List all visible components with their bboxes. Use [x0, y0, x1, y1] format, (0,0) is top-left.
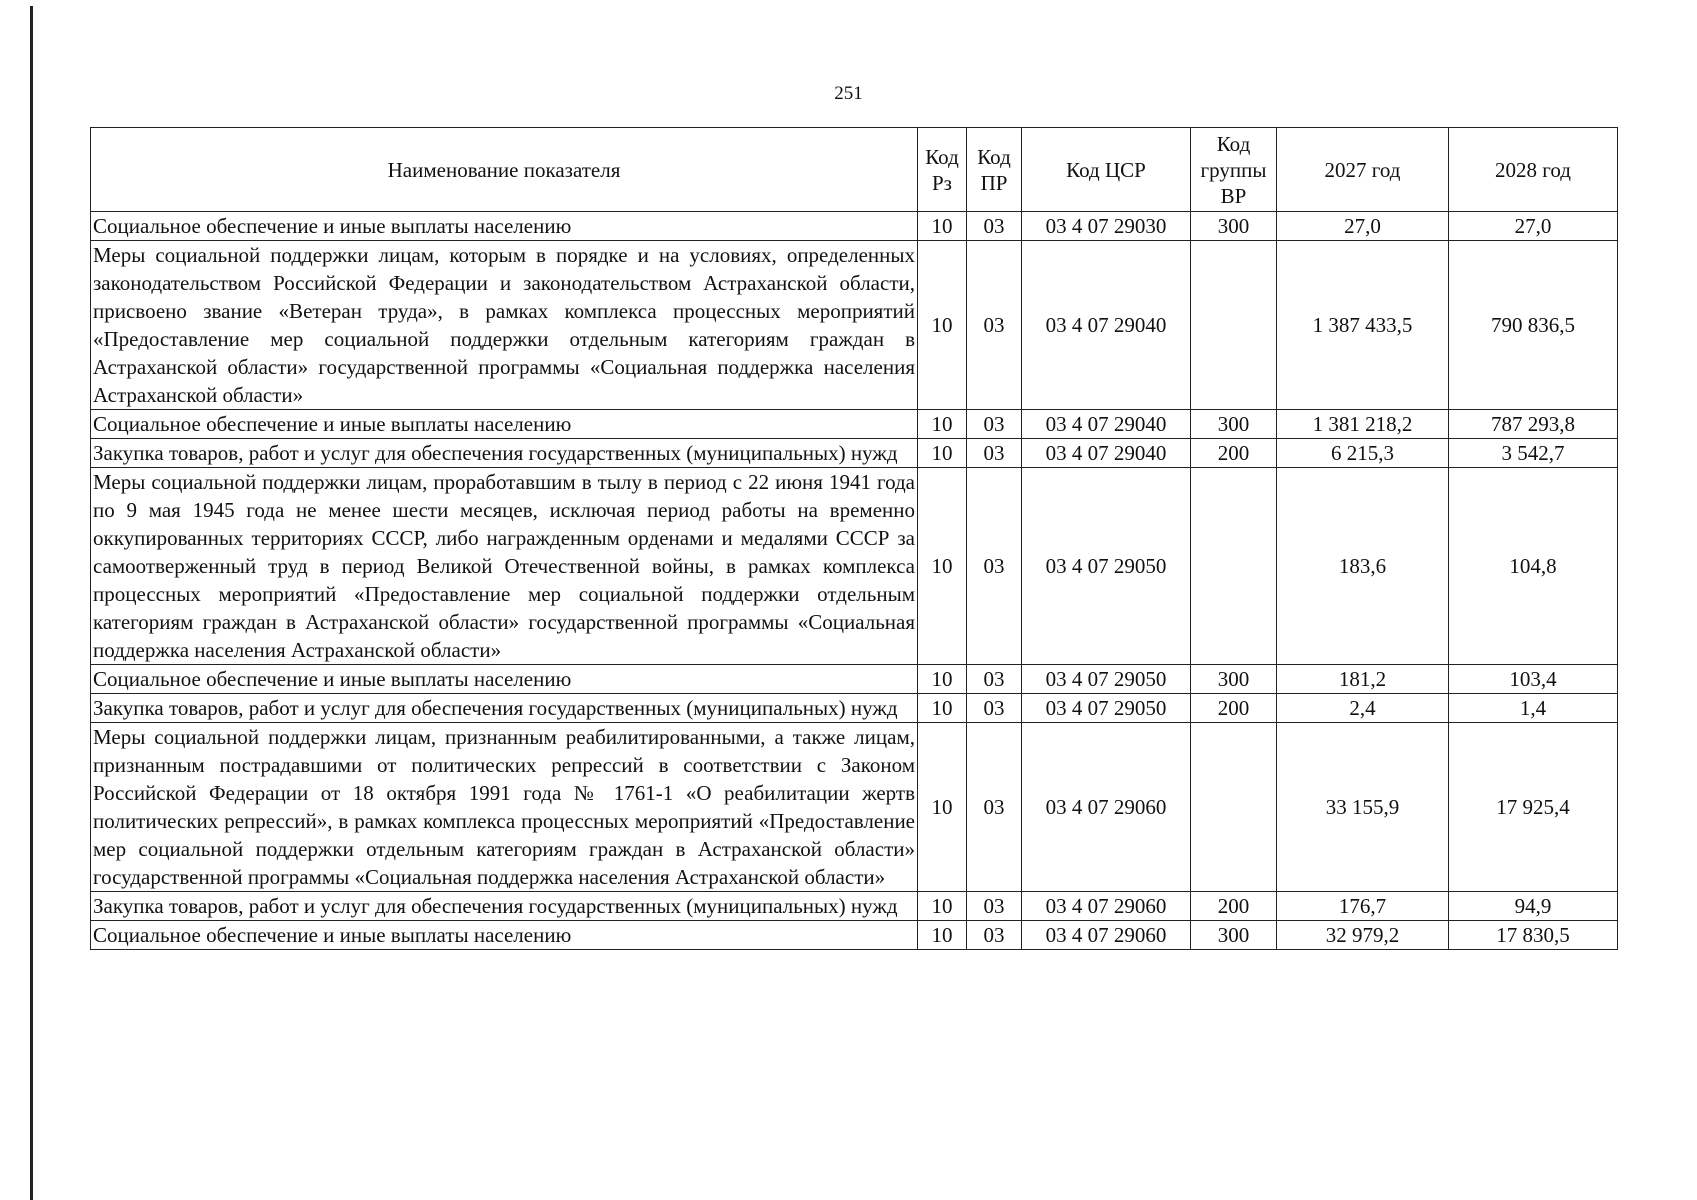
cell-rz: 10 [918, 665, 967, 694]
cell-2027: 1 381 218,2 [1277, 410, 1449, 439]
cell-2027: 1 387 433,5 [1277, 241, 1449, 410]
cell-pr: 03 [967, 723, 1022, 892]
cell-pr: 03 [967, 694, 1022, 723]
cell-2028: 17 925,4 [1449, 723, 1618, 892]
cell-2027: 181,2 [1277, 665, 1449, 694]
cell-2027: 33 155,9 [1277, 723, 1449, 892]
cell-pr: 03 [967, 439, 1022, 468]
cell-2027: 176,7 [1277, 892, 1449, 921]
cell-rz: 10 [918, 468, 967, 665]
header-rz: Код Рз [918, 128, 967, 212]
cell-name: Социальное обеспечение и иные выплаты населению [91, 921, 918, 950]
cell-csr: 03 4 07 29040 [1022, 241, 1191, 410]
table-row [91, 665, 1618, 694]
cell-name: Социальное обеспечение и иные выплаты населению [91, 665, 918, 694]
cell-pr: 03 [967, 921, 1022, 950]
header-csr: Код ЦСР [1022, 128, 1191, 212]
page-number: 251 [834, 83, 863, 104]
cell-rz: 10 [918, 410, 967, 439]
cell-vr: 300 [1191, 665, 1277, 694]
cell-vr [1191, 241, 1277, 410]
cell-rz: 10 [918, 241, 967, 410]
cell-2027: 6 215,3 [1277, 439, 1449, 468]
table-row [91, 212, 1618, 241]
cell-pr: 03 [967, 468, 1022, 665]
cell-rz: 10 [918, 694, 967, 723]
cell-2028: 790 836,5 [1449, 241, 1618, 410]
cell-2028: 104,8 [1449, 468, 1618, 665]
cell-name: Закупка товаров, работ и услуг для обеспечения государственных (муниципальных) нужд [91, 892, 918, 921]
budget-table [90, 127, 1618, 950]
table-body [91, 212, 1618, 950]
cell-2028: 17 830,5 [1449, 921, 1618, 950]
table-header-row [91, 128, 1618, 212]
table-row [91, 694, 1618, 723]
cell-2028: 1,4 [1449, 694, 1618, 723]
cell-csr: 03 4 07 29040 [1022, 439, 1191, 468]
cell-vr: 300 [1191, 410, 1277, 439]
cell-2028: 787 293,8 [1449, 410, 1618, 439]
cell-pr: 03 [967, 212, 1022, 241]
table-row [91, 921, 1618, 950]
cell-2027: 2,4 [1277, 694, 1449, 723]
header-name: Наименование показателя [91, 128, 918, 212]
cell-csr: 03 4 07 29060 [1022, 921, 1191, 950]
cell-csr: 03 4 07 29060 [1022, 723, 1191, 892]
cell-2027: 27,0 [1277, 212, 1449, 241]
cell-name: Социальное обеспечение и иные выплаты населению [91, 410, 918, 439]
cell-csr: 03 4 07 29050 [1022, 694, 1191, 723]
header-2028: 2028 год [1449, 128, 1618, 212]
cell-pr: 03 [967, 665, 1022, 694]
cell-rz: 10 [918, 921, 967, 950]
cell-vr: 200 [1191, 892, 1277, 921]
cell-csr: 03 4 07 29060 [1022, 892, 1191, 921]
cell-vr: 300 [1191, 212, 1277, 241]
cell-vr: 200 [1191, 439, 1277, 468]
cell-name: Закупка товаров, работ и услуг для обеспечения государственных (муниципальных) нужд [91, 439, 918, 468]
cell-csr: 03 4 07 29040 [1022, 410, 1191, 439]
cell-rz: 10 [918, 723, 967, 892]
cell-rz: 10 [918, 892, 967, 921]
cell-2028: 3 542,7 [1449, 439, 1618, 468]
cell-rz: 10 [918, 439, 967, 468]
binding-margin-line [30, 6, 33, 1200]
cell-2028: 103,4 [1449, 665, 1618, 694]
cell-name: Меры социальной поддержки лицам, признанным реабилитированными, а также лицам, признанным пострадавшими от политических репрессий в соответствии с Законом Российской Федерации от 18 октября 1991 года № 1761-1 «О реабилитации жертв политических репрессий», в рамках комплекса процессных мероприятий «Предоставление мер социальной поддержки отдельным категориям граждан в Астраханской области» государственной программы «Социальная поддержка населения Астраханской области» [91, 723, 918, 892]
cell-csr: 03 4 07 29050 [1022, 665, 1191, 694]
cell-2028: 27,0 [1449, 212, 1618, 241]
table-row [91, 241, 1618, 410]
table-row [91, 892, 1618, 921]
table-row [91, 410, 1618, 439]
cell-pr: 03 [967, 410, 1022, 439]
cell-vr [1191, 468, 1277, 665]
cell-pr: 03 [967, 892, 1022, 921]
cell-name: Закупка товаров, работ и услуг для обеспечения государственных (муниципальных) нужд [91, 694, 918, 723]
cell-name: Меры социальной поддержки лицам, которым в порядке и на условиях, определенных законодательством Российской Федерации и законодательством Астраханской области, присвоено звание «Ветеран труда», в рамках комплекса процессных мероприятий «Предоставление мер социальной поддержки отдельным категориям граждан в Астраханской области» государственной программы «Социальная поддержка населения Астраханской области» [91, 241, 918, 410]
cell-name: Меры социальной поддержки лицам, проработавшим в тылу в период с 22 июня 1941 года по 9 мая 1945 года не менее шести месяцев, исключая период работы на временно оккупированных территориях СССР, либо награжденным орденами и медалями СССР за самоотверженный труд в период Великой Отечественной войны, в рамках комплекса процессных мероприятий «Предоставление мер социальной поддержки отдельным категориям граждан в Астраханской области» государственной программы «Социальная поддержка населения Астраханской области» [91, 468, 918, 665]
table-row [91, 723, 1618, 892]
cell-vr [1191, 723, 1277, 892]
cell-csr: 03 4 07 29050 [1022, 468, 1191, 665]
cell-2028: 94,9 [1449, 892, 1618, 921]
cell-2027: 183,6 [1277, 468, 1449, 665]
header-2027: 2027 год [1277, 128, 1449, 212]
cell-csr: 03 4 07 29030 [1022, 212, 1191, 241]
table-row [91, 439, 1618, 468]
cell-name: Социальное обеспечение и иные выплаты населению [91, 212, 918, 241]
cell-rz: 10 [918, 212, 967, 241]
cell-vr: 300 [1191, 921, 1277, 950]
table-row [91, 468, 1618, 665]
cell-2027: 32 979,2 [1277, 921, 1449, 950]
cell-pr: 03 [967, 241, 1022, 410]
cell-vr: 200 [1191, 694, 1277, 723]
header-vr: Код группы ВР [1191, 128, 1277, 212]
header-pr: Код ПР [967, 128, 1022, 212]
